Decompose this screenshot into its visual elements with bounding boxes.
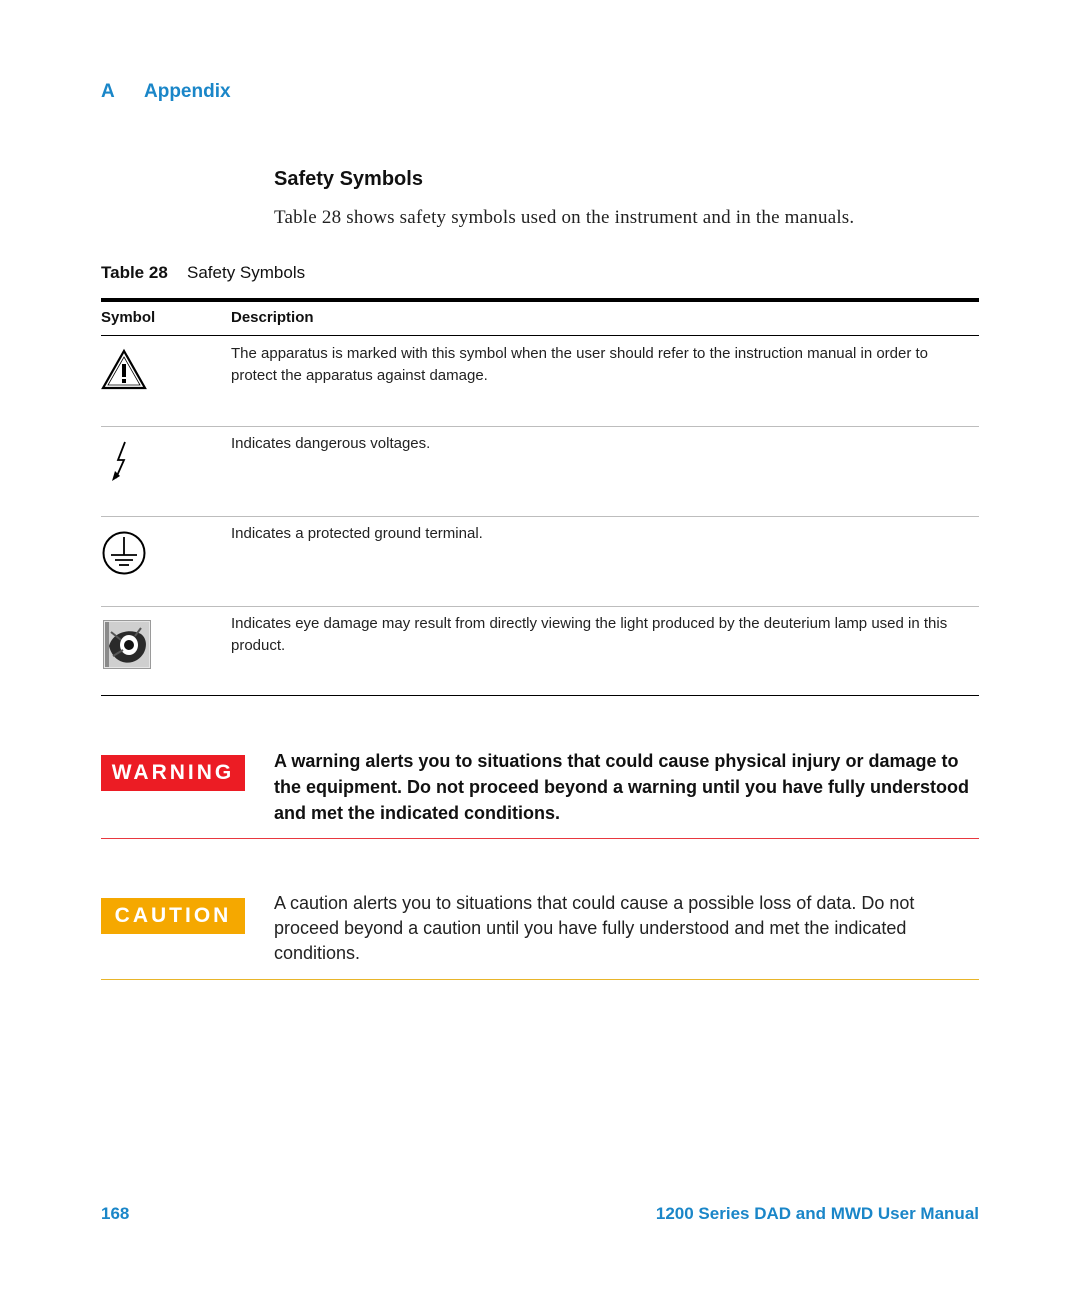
table-header-rule: [101, 335, 979, 336]
eye-damage-icon: [103, 620, 151, 674]
row-separator: [101, 606, 979, 607]
appendix-title: Appendix: [144, 81, 231, 102]
section-intro: Table 28 shows safety symbols used on the instrument and in the manuals.: [274, 207, 855, 228]
warning-badge: WARNING: [101, 755, 245, 791]
manual-title: 1200 Series DAD and MWD User Manual: [655, 1204, 979, 1223]
caution-rule: [101, 979, 979, 980]
column-header-description: Description: [231, 309, 314, 326]
row-description: Indicates a protected ground terminal.: [231, 525, 483, 542]
page-number: 168: [101, 1204, 130, 1223]
row-description: Indicates dangerous voltages.: [231, 435, 431, 452]
row-description: Indicates eye damage may result from directly viewing the light produced by the deuterium lamp used in this product.: [231, 615, 948, 654]
table-bottom-rule: [101, 695, 979, 696]
warning-text: A warning alerts you to situations that could cause physical injury or damage to the equipment. Do not proceed beyond a warning until you have fully understood and met the indicated conditions.: [274, 751, 970, 823]
ground-terminal-icon: [101, 530, 147, 583]
warning-rule: [101, 838, 979, 839]
caution-badge: CAUTION: [101, 898, 245, 934]
row-separator: [101, 516, 979, 517]
row-separator: [101, 426, 979, 427]
caution-triangle-icon: [101, 348, 147, 395]
table-caption-title: Safety Symbols: [187, 263, 306, 282]
caution-text: A caution alerts you to situations that could cause a possible loss of data. Do not proceed beyond a caution until you have fully understood and met the indicated conditions.: [274, 893, 915, 963]
column-header-symbol: Symbol: [101, 309, 156, 326]
lightning-bolt-icon: [108, 440, 132, 489]
table-top-rule: [101, 298, 979, 302]
row-description: The apparatus is marked with this symbol when the user should refer to the instruction manual in order to protect the apparatus against damage.: [231, 345, 929, 384]
appendix-letter: A: [101, 81, 115, 102]
table-caption-number: Table 28: [101, 263, 168, 282]
section-heading: Safety Symbols: [274, 168, 423, 190]
